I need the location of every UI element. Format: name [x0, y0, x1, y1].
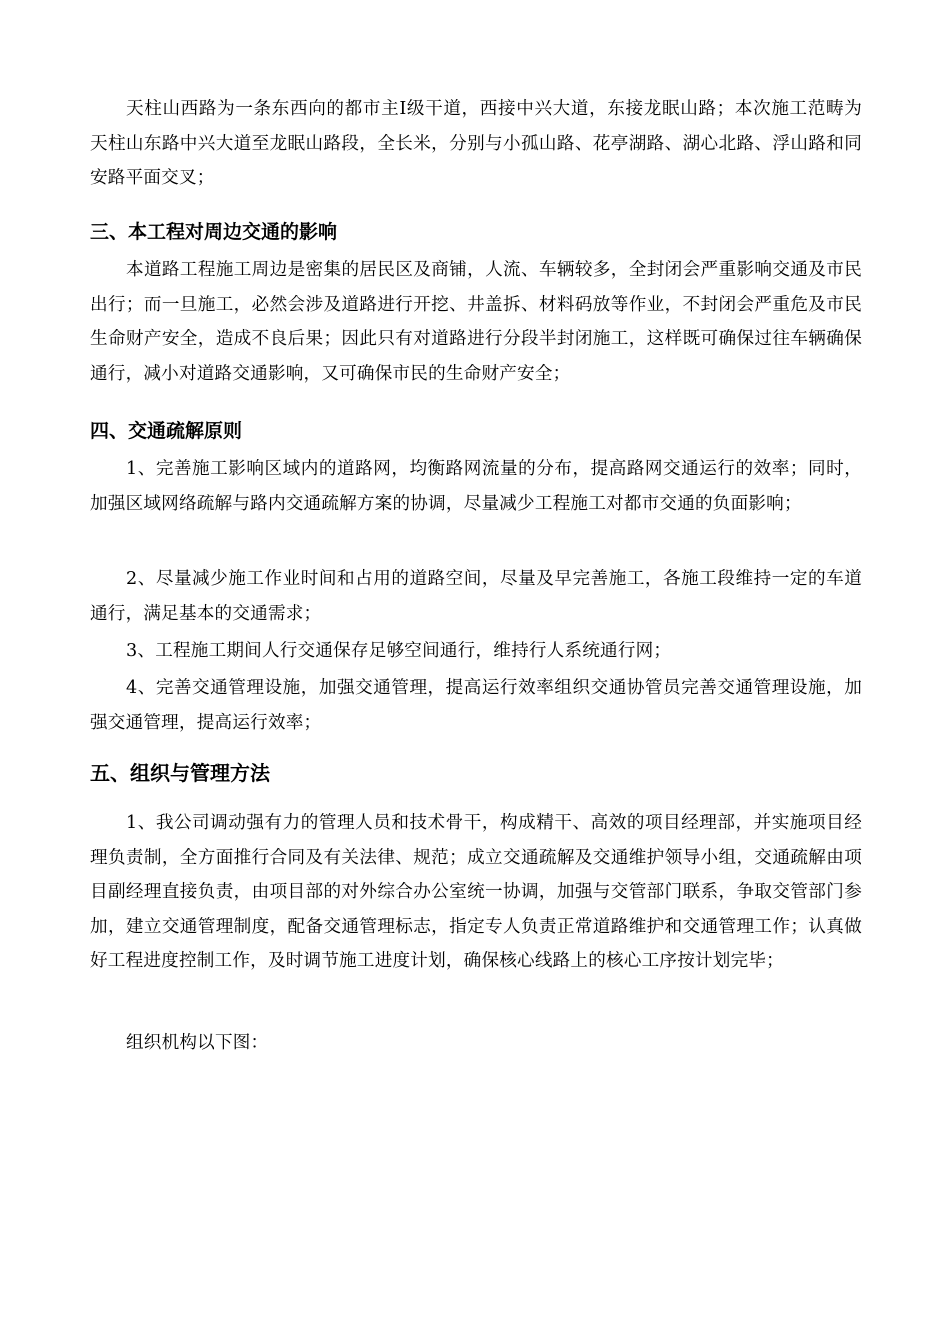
- section-3-heading: 三、本工程对周边交通的影响: [90, 221, 338, 243]
- section-4-heading: 四、交通疏解原则: [90, 420, 243, 442]
- section-5-heading: 五、组织与管理方法: [90, 761, 270, 785]
- management-item-1: 1、我公司调动强有力的管理人员和技术骨干，构成精干、高效的项目经理部，并实施项目经理负责制，全方面推行合同及有关法律、规范；成立交通疏解及交通维护领导小组，交通疏解由项目副经理直接负责，由项目部的对外综合办公室统一协调，加强与交管部门联系，争取交管部门参加，建立交通管理制度，配备交通管理标志，指定专人负责正常道路维护和交通管理工作；认真做好工程进度控制工作，及时调节施工进度计划，确保核心线路上的核心工序按计划完毕；: [90, 813, 862, 971]
- principle-item-4: 4、完善交通管理设施，加强交通管理，提高运行效率组织交通协管员完善交通管理设施，加强交通管理，提高运行效率；: [90, 678, 862, 733]
- principle-item-1: 1、完善施工影响区域内的道路网，均衡路网流量的分布，提高路网交通运行的效率；同时，加强区域网络疏解与路内交通疏解方案的协调，尽量减少工程施工对都市交通的负面影响；: [90, 459, 862, 514]
- principle-item-3: 3、工程施工期间人行交通保存足够空间通行，维持行人系统通行网；: [126, 641, 672, 661]
- intro-paragraph: 天柱山西路为一条东西向的都市主Ⅰ级干道，西接中兴大道，东接龙眠山路；本次施工范畴为天柱山东路中兴大道至龙眠山路段，全长米，分别与小孤山路、花亭湖路、湖心北路、浮山路和同安路平面交叉；: [90, 99, 862, 188]
- org-chart-note: 组织机构以下图：: [126, 1033, 269, 1053]
- section-3-paragraph: 本道路工程施工周边是密集的居民区及商铺，人流、车辆较多，全封闭会严重影响交通及市民出行；而一旦施工，必然会涉及道路进行开挖、井盖拆、材料码放等作业，不封闭会严重危及市民生命财产安全，造成不良后果；因此只有对道路进行分段半封闭施工，这样既可确保过往车辆确保通行，减小对道路交通影响，又可确保市民的生命财产安全；: [90, 260, 862, 384]
- principle-item-2: 2、尽量减少施工作业时间和占用的道路空间，尽量及早完善施工，各施工段维持一定的车道通行，满足基本的交通需求；: [90, 569, 862, 624]
